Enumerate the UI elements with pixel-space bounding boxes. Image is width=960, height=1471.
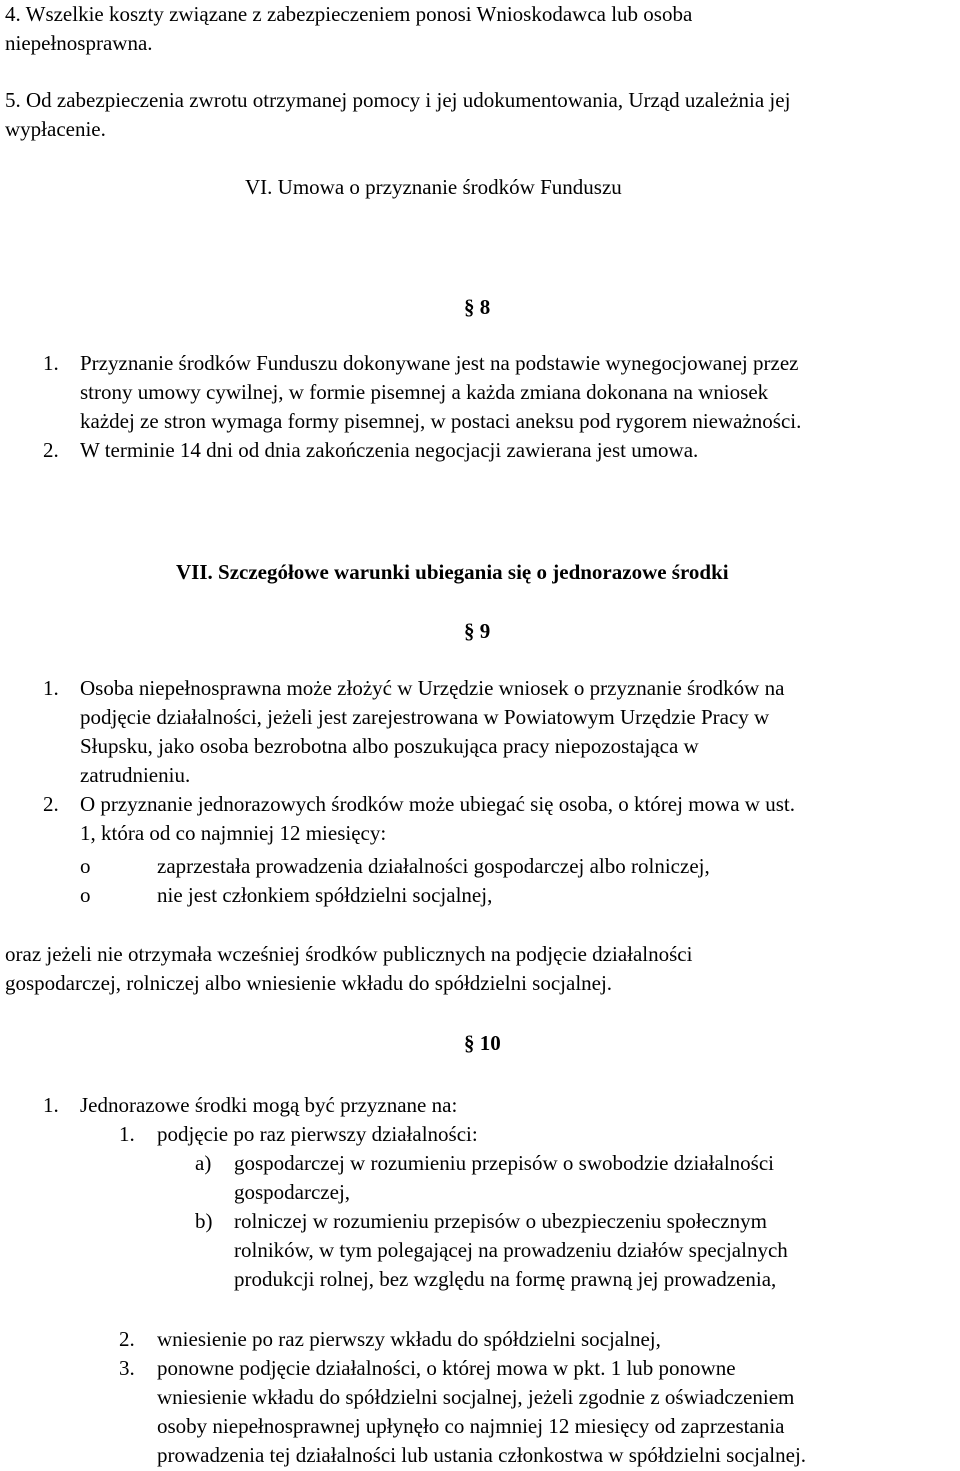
- paragraph-8-sign: § 8: [464, 295, 491, 319]
- section-vii-item-2-line-1: O przyznanie jednorazowych środków może ubiegać się osoba, o której mowa w ust.: [80, 792, 795, 816]
- paragraph-5-line-2: wypłacenie.: [5, 117, 106, 141]
- sub-item-3-number: 3.: [119, 1356, 135, 1380]
- sub-item-1-line-1: podjęcie po raz pierwszy działalności:: [157, 1122, 478, 1146]
- sub-item-1-number: 1.: [119, 1122, 135, 1146]
- letter-a-line-2: gospodarczej,: [234, 1180, 351, 1204]
- letter-a-line-1: gospodarczej w rozumieniu przepisów o swobodzie działalności: [234, 1151, 775, 1175]
- sub-item-2-number: 2.: [119, 1327, 135, 1351]
- section-vi-item-2-line-1: W terminie 14 dni od dnia zakończenia negocjacji zawierana jest umowa.: [80, 438, 699, 462]
- paragraph-9-sign: § 9: [464, 619, 491, 643]
- paragraph-4-line-1: 4. Wszelkie koszty związane z zabezpieczeniem ponosi Wnioskodawca lub osoba: [5, 2, 693, 26]
- section-vii-item-2-number: 2.: [43, 792, 59, 816]
- bullet-1-text: zaprzestała prowadzenia działalności gospodarczej albo rolniczej,: [157, 854, 710, 878]
- section-vii-item-2-line-2: 1, która od co najmniej 12 miesięcy:: [80, 821, 387, 845]
- bullet-1-marker: o: [80, 854, 91, 878]
- sub-item-3-line-2: wniesienie wkładu do spółdzielni socjalnej, jeżeli zgodnie z oświadczeniem: [157, 1385, 795, 1409]
- section-vi-item-1-line-1: Przyznanie środków Funduszu dokonywane jest na podstawie wynegocjowanej przez: [80, 351, 799, 375]
- paragraph-10-sign: § 10: [464, 1031, 501, 1055]
- letter-b-line-2: rolników, w tym polegającej na prowadzeniu działów specjalnych: [234, 1238, 788, 1262]
- sub-item-3-line-3: osoby niepełnosprawnej upłynęło co najmniej 12 miesięcy od zaprzestania: [157, 1414, 785, 1438]
- closing-line-2: gospodarczej, rolniczej albo wniesienie wkładu do spółdzielni socjalnej.: [5, 971, 613, 995]
- paragraph-5-line-1: 5. Od zabezpieczenia zwrotu otrzymanej pomocy i jej udokumentowania, Urząd uzależnia jej: [5, 88, 791, 112]
- section-vi-item-1-line-3: każdej ze stron wymaga formy pisemnej, w postaci aneksu pod rygorem nieważności.: [80, 409, 802, 433]
- bullet-2-marker: o: [80, 883, 91, 907]
- sub-item-3-line-1: ponowne podjęcie działalności, o której mowa w pkt. 1 lub ponowne: [157, 1356, 736, 1380]
- section-10-intro-number: 1.: [43, 1093, 59, 1117]
- section-10-intro-text: Jednorazowe środki mogą być przyznane na:: [80, 1093, 458, 1117]
- section-vi-item-1-number: 1.: [43, 351, 59, 375]
- closing-line-1: oraz jeżeli nie otrzymała wcześniej środków publicznych na podjęcie działalności: [5, 942, 693, 966]
- section-vi-item-2-number: 2.: [43, 438, 59, 462]
- sub-item-3-line-4: prowadzenia tej działalności lub ustania członkostwa w spółdzielni socjalnej.: [157, 1443, 807, 1467]
- letter-b-line-1: rolniczej w rozumieniu przepisów o ubezpieczeniu społecznym: [234, 1209, 767, 1233]
- section-vii-item-1-line-3: Słupsku, jako osoba bezrobotna albo poszukująca pracy niepozostająca w: [80, 734, 699, 758]
- section-vii-item-1-number: 1.: [43, 676, 59, 700]
- section-vii-item-1-line-1: Osoba niepełnosprawna może złożyć w Urzędzie wniosek o przyznanie środków na: [80, 676, 785, 700]
- sub-item-2-line-1: wniesienie po raz pierwszy wkładu do spółdzielni socjalnej,: [157, 1327, 661, 1351]
- section-vii-heading: VII. Szczegółowe warunki ubiegania się o jednorazowe środki: [176, 560, 729, 584]
- section-vii-item-1-line-2: podjęcie działalności, jeżeli jest zarejestrowana w Powiatowym Urzędzie Pracy w: [80, 705, 770, 729]
- letter-b-marker: b): [195, 1209, 213, 1233]
- paragraph-4-line-2: niepełnosprawna.: [5, 31, 153, 55]
- section-vi-item-1-line-2: strony umowy cywilnej, w formie pisemnej a każda zmiana dokonana na wniosek: [80, 380, 769, 404]
- letter-b-line-3: produkcji rolnej, bez względu na formę prawną jej prowadzenia,: [234, 1267, 777, 1291]
- section-vii-item-1-line-4: zatrudnieniu.: [80, 763, 191, 787]
- bullet-2-text: nie jest członkiem spółdzielni socjalnej,: [157, 883, 493, 907]
- letter-a-marker: a): [195, 1151, 212, 1175]
- section-vi-heading: VI. Umowa o przyznanie środków Funduszu: [245, 175, 622, 199]
